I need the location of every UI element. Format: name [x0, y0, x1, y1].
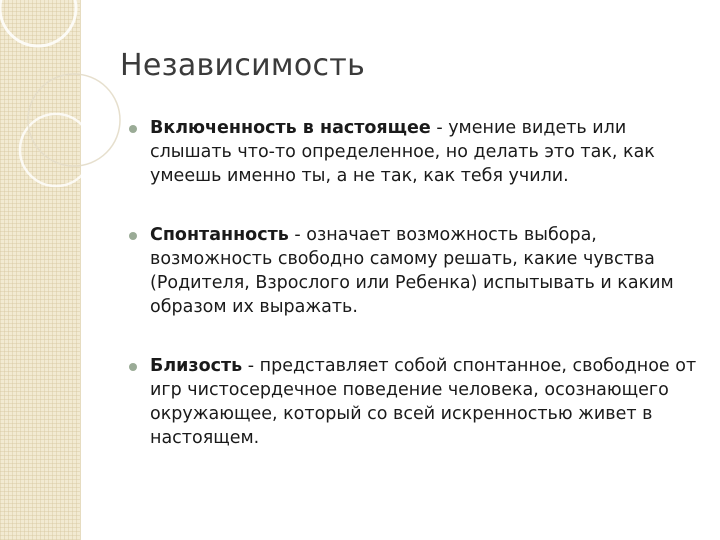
bullet-term: Близость	[150, 356, 243, 376]
bullet-list	[127, 116, 697, 485]
bullet-item-intimacy	[127, 354, 697, 450]
bullet-text: - представляет собой спонтанное, свободное от игр чистосердечное поведение человека, осознающего окружающее, который со всей искренностью живет в настоящем.	[150, 356, 697, 448]
bullet-dot-icon	[129, 232, 137, 240]
bullet-term: Включенность в настоящее	[150, 118, 431, 138]
bullet-item-spontaneity	[127, 223, 697, 319]
bullet-dot-icon	[129, 125, 137, 133]
bullet-item-inclusion	[127, 116, 697, 188]
bullet-term: Спонтанность	[150, 225, 289, 245]
bullet-text: - означает возможность выбора, возможность свободно самому решать, какие чувства (Родителя, Взрослого или Ребенка) испытывать и каким образом их выражать.	[150, 225, 674, 317]
slide-title: Независимость	[120, 48, 366, 83]
bullet-text: - умение видеть или слышать что-то определенное, но делать это так, как умеешь именно ты, а не так, как тебя учили.	[150, 118, 655, 186]
bullet-dot-icon	[129, 363, 137, 371]
